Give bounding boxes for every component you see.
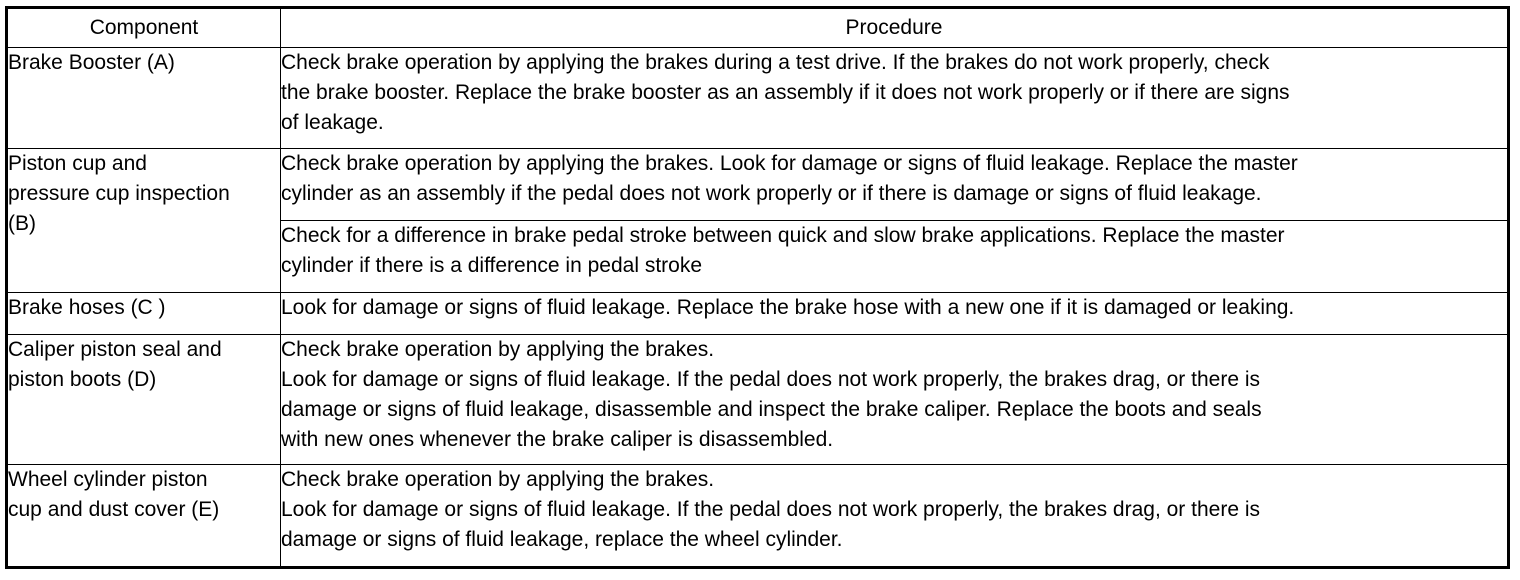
table-header-row: [7, 8, 1509, 48]
table-row-piston-cup: [7, 149, 1509, 221]
component-cell: Wheel cylinder piston cup and dust cover (E): [7, 465, 281, 568]
table-row-brake-hoses: [7, 293, 1509, 335]
procedure-cell: Check brake operation by applying the brakes during a test drive. If the brakes do not work properly, check the brake booster. Replace the brake booster as an assembly if it does not work properly or if there are signs of leakage.: [281, 48, 1509, 149]
component-cell: Brake Booster (A): [7, 48, 281, 149]
component-cell: Brake hoses (C ): [7, 293, 281, 335]
procedure-cell: Check brake operation by applying the brakes. Look for damage or signs of fluid leakage. If the pedal does not work properly, the brakes drag, or there is damage or signs of fluid leakage, replace the wheel cylinder.: [281, 465, 1509, 568]
inspection-table: [5, 6, 1510, 569]
inspection-table-container: [5, 6, 1507, 572]
table-row-brake-booster: [7, 48, 1509, 149]
procedure-cell: Check for a difference in brake pedal stroke between quick and slow brake applications. Replace the master cylinder if there is a difference in pedal stroke: [281, 221, 1509, 293]
table-row-caliper: [7, 335, 1509, 465]
component-cell: Piston cup and pressure cup inspection (B): [7, 149, 281, 293]
table-row-wheel-cylinder: [7, 465, 1509, 568]
procedure-cell: Check brake operation by applying the brakes. Look for damage or signs of fluid leakage. If the pedal does not work properly, the brakes drag, or there is damage or signs of fluid leakage, disassemble and inspect the brake caliper. Replace the boots and seals with new ones whenever the brake caliper is disassembled.: [281, 335, 1509, 465]
component-cell: Caliper piston seal and piston boots (D): [7, 335, 281, 465]
procedure-cell: Look for damage or signs of fluid leakage. Replace the brake hose with a new one if it is damaged or leaking.: [281, 293, 1509, 335]
header-procedure: Procedure: [281, 8, 1509, 48]
header-component: Component: [7, 8, 281, 48]
procedure-cell: Check brake operation by applying the brakes. Look for damage or signs of fluid leakage. Replace the master cylinder as an assembly if the pedal does not work properly or if there is damage or signs of fluid leakage.: [281, 149, 1509, 221]
